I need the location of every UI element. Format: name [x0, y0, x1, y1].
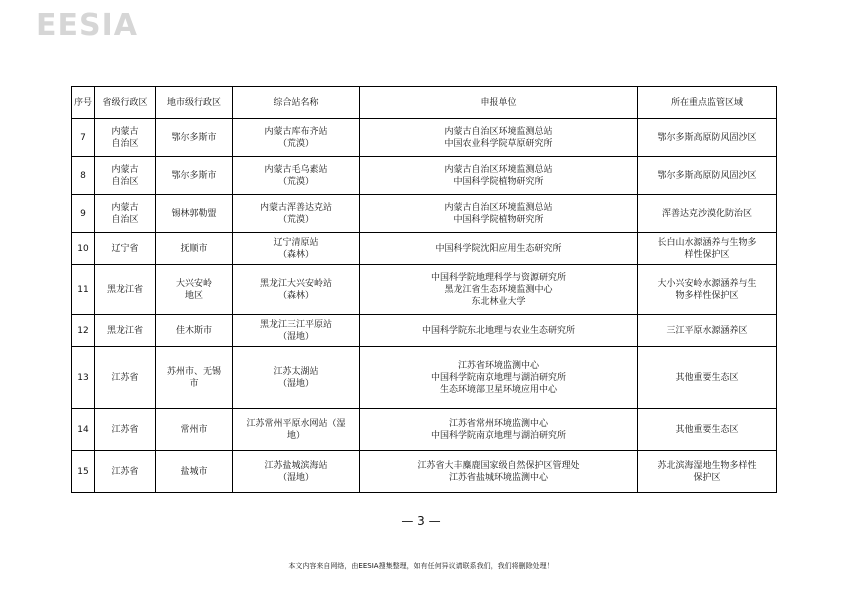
cell-station: 江苏盐城滨海站 （湿地）	[233, 451, 360, 493]
cell-units: 中国科学院东北地理与农业生态研究所	[360, 315, 638, 347]
cell-seq: 13	[72, 347, 95, 409]
cell-station: 内蒙古毛乌素站 （荒漠）	[233, 157, 360, 195]
header-region: 所在重点监管区域	[638, 87, 777, 119]
cell-city: 抚顺市	[156, 233, 233, 265]
cell-city: 苏州市、无锡 市	[156, 347, 233, 409]
cell-province: 黑龙江省	[95, 315, 156, 347]
cell-region: 大小兴安岭水源涵养与生 物多样性保护区	[638, 265, 777, 315]
eesia-logo: EESIA	[36, 8, 138, 43]
header-station: 综合站名称	[233, 87, 360, 119]
cell-city: 大兴安岭 地区	[156, 265, 233, 315]
cell-region: 苏北滨海湿地生物多样性 保护区	[638, 451, 777, 493]
cell-seq: 12	[72, 315, 95, 347]
header-city: 地市级行政区	[156, 87, 233, 119]
cell-station: 江苏太湖站 （湿地）	[233, 347, 360, 409]
cell-city: 锡林郭勒盟	[156, 195, 233, 233]
header-seq: 序号	[72, 87, 95, 119]
table-row	[72, 157, 777, 195]
table-body	[72, 119, 777, 493]
cell-province: 内蒙古 自治区	[95, 157, 156, 195]
cell-city: 常州市	[156, 409, 233, 451]
page-number: — 3 —	[401, 514, 441, 528]
cell-city: 鄂尔多斯市	[156, 119, 233, 157]
cell-province: 江苏省	[95, 347, 156, 409]
table-row	[72, 315, 777, 347]
cell-units: 内蒙古自治区环境监测总站 中国科学院植物研究所	[360, 157, 638, 195]
cell-units: 内蒙古自治区环境监测总站 中国农业科学院草原研究所	[360, 119, 638, 157]
cell-units: 江苏省常州环境监测中心 中国科学院南京地理与湖泊研究所	[360, 409, 638, 451]
footer-note: 本文内容来自网络，由EESIA搜集整理，如有任何异议请联系我们，我们将删除处理！	[288, 562, 554, 570]
cell-region: 鄂尔多斯高原防风固沙区	[638, 119, 777, 157]
cell-seq: 7	[72, 119, 95, 157]
cell-units: 中国科学院沈阳应用生态研究所	[360, 233, 638, 265]
table-row	[72, 409, 777, 451]
cell-seq: 8	[72, 157, 95, 195]
cell-station: 内蒙古库布齐站 （荒漠）	[233, 119, 360, 157]
cell-seq: 11	[72, 265, 95, 315]
cell-region: 长白山水源涵养与生物多 样性保护区	[638, 233, 777, 265]
cell-region: 三江平原水源涵养区	[638, 315, 777, 347]
cell-region: 其他重要生态区	[638, 347, 777, 409]
table-row	[72, 195, 777, 233]
table-header-row	[72, 87, 777, 119]
cell-region: 鄂尔多斯高原防风固沙区	[638, 157, 777, 195]
cell-province: 江苏省	[95, 451, 156, 493]
table-row	[72, 119, 777, 157]
cell-seq: 15	[72, 451, 95, 493]
cell-city: 盐城市	[156, 451, 233, 493]
header-province: 省级行政区	[95, 87, 156, 119]
cell-units: 江苏省环境监测中心 中国科学院南京地理与湖泊研究所 生态环境部卫星环境应用中心	[360, 347, 638, 409]
table-row	[72, 451, 777, 493]
table-row	[72, 265, 777, 315]
table-row	[72, 347, 777, 409]
cell-units: 中国科学院地理科学与资源研究所 黑龙江省生态环境监测中心 东北林业大学	[360, 265, 638, 315]
cell-province: 辽宁省	[95, 233, 156, 265]
cell-station: 内蒙古浑善达克站 （荒漠）	[233, 195, 360, 233]
cell-province: 内蒙古 自治区	[95, 195, 156, 233]
cell-seq: 10	[72, 233, 95, 265]
table-row	[72, 233, 777, 265]
cell-city: 佳木斯市	[156, 315, 233, 347]
cell-units: 内蒙古自治区环境监测总站 中国科学院植物研究所	[360, 195, 638, 233]
cell-station: 江苏常州平原水网站（湿 地）	[233, 409, 360, 451]
cell-units: 江苏省大丰麋鹿国家级自然保护区管理处 江苏省盐城环境监测中心	[360, 451, 638, 493]
cell-seq: 9	[72, 195, 95, 233]
cell-city: 鄂尔多斯市	[156, 157, 233, 195]
monitoring-stations-table	[71, 86, 777, 493]
cell-station: 辽宁清原站 （森林）	[233, 233, 360, 265]
cell-station: 黑龙江大兴安岭站 （森林）	[233, 265, 360, 315]
header-units: 申报单位	[360, 87, 638, 119]
cell-seq: 14	[72, 409, 95, 451]
cell-station: 黑龙江三江平原站 （湿地）	[233, 315, 360, 347]
cell-province: 黑龙江省	[95, 265, 156, 315]
cell-province: 内蒙古 自治区	[95, 119, 156, 157]
cell-region: 其他重要生态区	[638, 409, 777, 451]
cell-province: 江苏省	[95, 409, 156, 451]
cell-region: 浑善达克沙漠化防治区	[638, 195, 777, 233]
